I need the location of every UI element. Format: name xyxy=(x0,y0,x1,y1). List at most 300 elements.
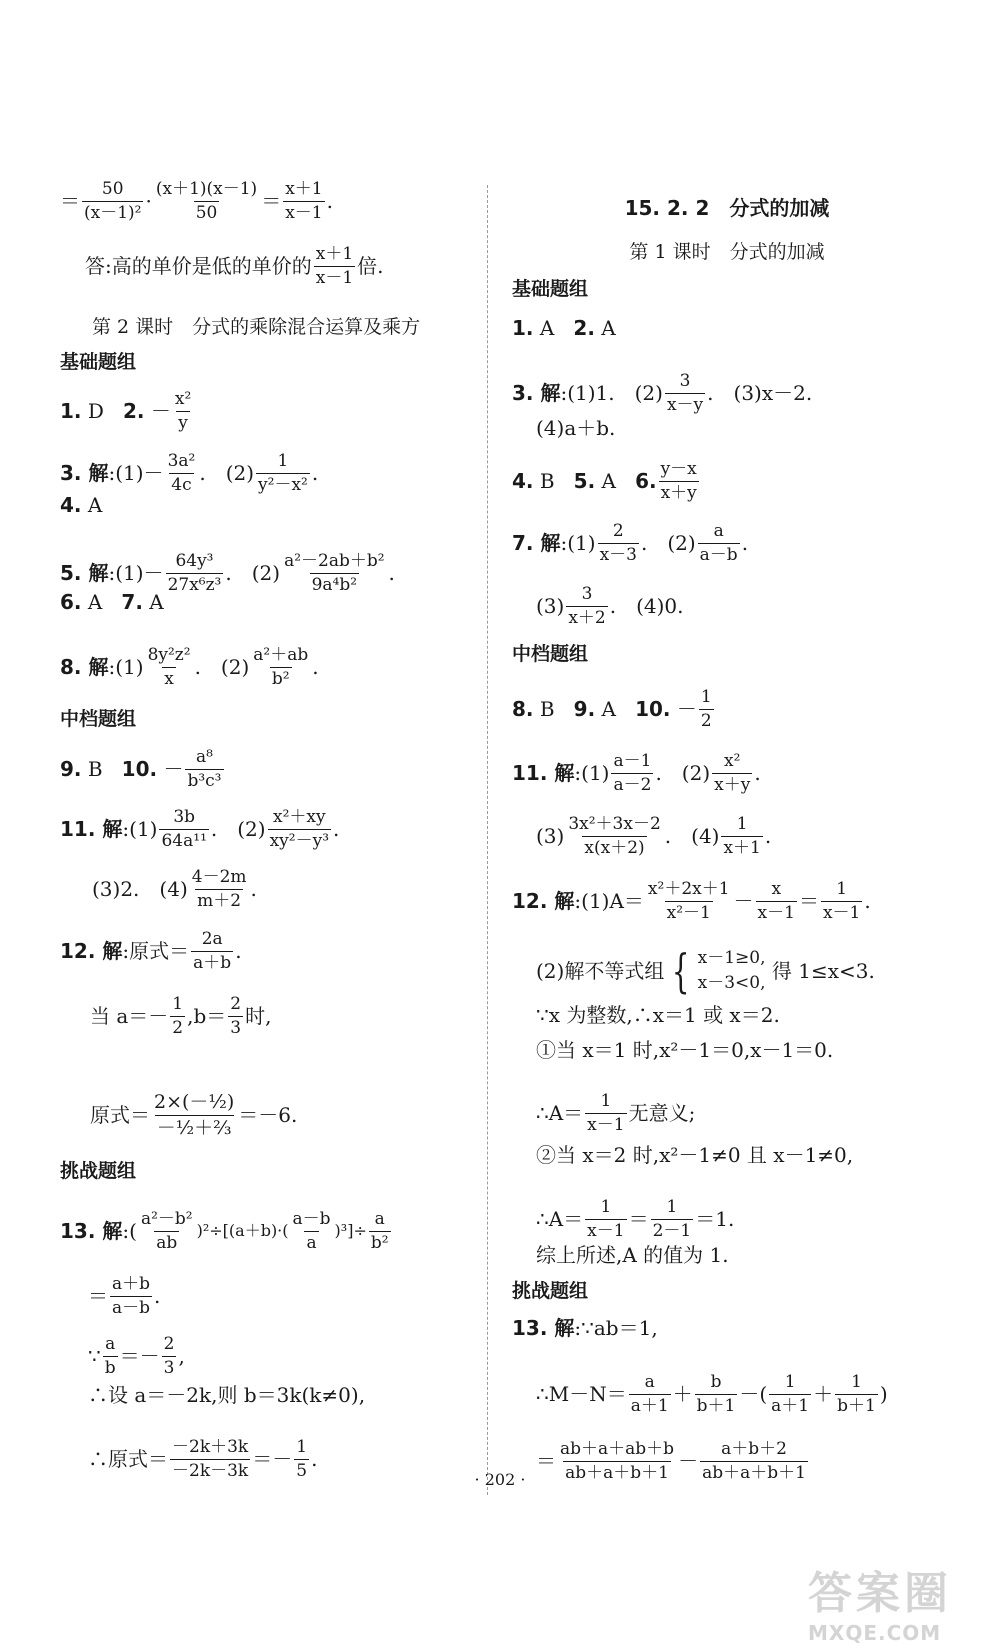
right-q8-10 xyxy=(512,688,716,730)
numerator: a－1 xyxy=(613,751,652,771)
numerator: 2 xyxy=(163,1334,175,1354)
brace-icon: { xyxy=(672,944,690,998)
denominator: ab＋a＋b＋1 xyxy=(702,1462,806,1483)
question-number: 1. xyxy=(512,316,534,340)
left-line-1 xyxy=(60,180,333,222)
text: :(1) xyxy=(574,761,610,786)
text: . xyxy=(326,189,333,214)
denominator: x－1 xyxy=(285,202,323,223)
numerator: 2 xyxy=(612,521,624,541)
numerator: a xyxy=(374,1209,385,1229)
text: :(1)1. (2) xyxy=(560,381,663,406)
fraction xyxy=(665,372,705,414)
left-q1-2 xyxy=(60,390,195,432)
numerator: x² xyxy=(724,751,741,771)
right-q7 xyxy=(512,522,748,564)
question-number: 12. 解 xyxy=(60,939,123,964)
question-number: 13. 解 xyxy=(512,1316,575,1340)
text: . xyxy=(250,877,257,902)
left-answer-line xyxy=(85,245,384,287)
text: ＝ xyxy=(628,1207,649,1232)
numerator: 1 xyxy=(600,1197,612,1217)
left-q12 xyxy=(60,930,242,972)
text: ＝ xyxy=(536,1449,556,1474)
denominator: a＋b xyxy=(193,952,232,973)
text: － xyxy=(678,1449,699,1474)
numerator: 2×(－½) xyxy=(154,1091,235,1113)
right-q12-conclusion: 综上所述,A 的值为 1. xyxy=(536,1243,729,1267)
text: · xyxy=(145,189,152,214)
answer: A xyxy=(601,697,616,722)
fraction xyxy=(835,1373,878,1415)
text: － xyxy=(733,889,754,914)
denominator: b² xyxy=(370,1232,389,1253)
text: ∴A＝ xyxy=(536,1207,584,1232)
denominator: x＋y xyxy=(714,774,751,795)
denominator: a xyxy=(306,1232,317,1253)
heading-challenge-left: 挑战题组 xyxy=(60,1160,137,1182)
denominator: a＋1 xyxy=(630,1395,669,1416)
fraction xyxy=(712,752,752,794)
question-number: 12. 解 xyxy=(512,889,575,914)
text: . (2) xyxy=(655,761,711,786)
numerator: 3x²＋3x－2 xyxy=(568,814,661,834)
numerator: 2a xyxy=(201,929,223,949)
text: . xyxy=(388,561,395,586)
fraction xyxy=(291,1210,333,1252)
left-q13-given xyxy=(88,1335,185,1377)
numerator: 1 xyxy=(736,814,748,834)
text: ＝ xyxy=(60,189,80,214)
right-q13 xyxy=(512,1318,658,1338)
lesson-1-title: 第 1 课时 分式的加减 xyxy=(629,241,825,263)
numerator: 1 xyxy=(277,451,289,471)
denominator: x－1 xyxy=(757,902,795,923)
denominator: 64a¹¹ xyxy=(161,830,207,851)
left-q6-7 xyxy=(60,592,164,612)
text: . xyxy=(311,1447,318,1472)
fraction xyxy=(721,815,762,857)
fraction xyxy=(190,868,249,910)
text: :( xyxy=(122,1219,137,1244)
fraction xyxy=(611,752,653,794)
text: ＝1. xyxy=(695,1207,735,1232)
text: :(1)A＝ xyxy=(574,889,644,914)
text: . xyxy=(235,939,242,964)
text: ＝ xyxy=(798,889,819,914)
inequality: x－1≥0, xyxy=(697,948,766,968)
fraction xyxy=(146,646,193,688)
text: :(1) xyxy=(122,817,158,842)
right-q1-2 xyxy=(512,318,616,338)
left-q5 xyxy=(60,552,395,594)
text: . (2) xyxy=(194,655,250,680)
text: . xyxy=(741,531,749,556)
question-number: 2. xyxy=(573,316,595,340)
text: , xyxy=(178,1344,185,1369)
numerator: (x＋1)(x－1) xyxy=(155,179,258,199)
left-q12-eval xyxy=(90,1092,297,1139)
text: ∴A＝ xyxy=(536,1101,584,1126)
right-q12-undefined xyxy=(536,1092,695,1134)
fraction xyxy=(566,585,607,627)
fraction xyxy=(651,1198,694,1240)
numerator: y－x xyxy=(660,459,697,479)
denominator: x＋y xyxy=(660,482,697,503)
question-number: 6. xyxy=(635,469,657,494)
denominator: 50 xyxy=(195,202,218,223)
denominator: 3 xyxy=(230,1017,242,1038)
denominator: b³c³ xyxy=(187,770,222,791)
denominator: x(x＋2) xyxy=(584,837,645,858)
left-q13-step1 xyxy=(88,1275,160,1317)
answer: A xyxy=(601,316,616,340)
numerator: a xyxy=(713,521,724,541)
numerator: x xyxy=(771,879,782,899)
question-number: 4. xyxy=(512,469,534,494)
denominator: 4c xyxy=(171,474,192,495)
text: . xyxy=(154,1284,161,1309)
watermark-line-2: MXQE.COM xyxy=(808,1621,942,1645)
denominator: x xyxy=(164,668,174,689)
right-q4-6 xyxy=(512,460,701,502)
text: . (4) xyxy=(664,824,720,849)
question-number: 13. 解 xyxy=(60,1219,123,1244)
denominator: x－1 xyxy=(587,1220,625,1241)
answer: B xyxy=(539,697,555,722)
fraction xyxy=(821,880,862,922)
numerator: 3 xyxy=(581,584,593,604)
fraction xyxy=(251,646,310,688)
text: . (3)x－2. xyxy=(707,381,813,406)
numerator: x＋1 xyxy=(285,179,323,199)
text: 倍. xyxy=(357,254,384,279)
denominator: 5 xyxy=(296,1460,308,1481)
text: :(1)－ xyxy=(108,461,164,486)
numerator: ab＋a＋ab＋b xyxy=(560,1439,675,1459)
denominator: －½＋⅔ xyxy=(156,1116,232,1139)
numerator: a²＋ab xyxy=(253,645,309,665)
fraction xyxy=(282,552,386,594)
right-q12-case1: ①当 x＝1 时,x²－1＝0,x－1＝0. xyxy=(536,1038,834,1062)
answer: A xyxy=(601,469,616,494)
right-q11-cont xyxy=(536,815,771,857)
numerator: 1 xyxy=(784,1372,796,1392)
fraction xyxy=(566,815,662,857)
text: － xyxy=(163,757,184,782)
fraction xyxy=(314,245,355,287)
text: . xyxy=(311,461,319,486)
numerator: 3a² xyxy=(167,451,196,471)
question-number: 9. xyxy=(573,697,596,722)
question-number: 7. xyxy=(121,590,143,614)
right-q11 xyxy=(512,752,761,794)
watermark-line-1: 答案圈 xyxy=(808,1568,952,1619)
text: ,b＝ xyxy=(187,1004,227,1029)
text: ＋ xyxy=(672,1382,693,1407)
right-q12-case2: ②当 x＝2 时,x²－1≠0 且 x－1≠0, xyxy=(536,1143,854,1167)
numerator: 1 xyxy=(666,1197,678,1217)
denominator: b xyxy=(104,1357,116,1378)
fraction xyxy=(699,688,714,730)
numerator: 1 xyxy=(172,994,184,1014)
numerator: 2 xyxy=(230,994,242,1014)
text: . xyxy=(754,761,761,786)
fraction xyxy=(103,1335,118,1377)
numerator: 1 xyxy=(600,1091,612,1111)
denominator: x－1 xyxy=(822,902,861,923)
denominator: x－y xyxy=(666,394,704,415)
question-number: 1. xyxy=(60,399,82,424)
answer: A xyxy=(87,590,103,614)
answer: D xyxy=(87,399,104,424)
numerator: 3b xyxy=(173,807,196,827)
text: . (2) xyxy=(640,531,696,556)
text: . (4)0. xyxy=(609,594,684,619)
numerator: a²－2ab＋b² xyxy=(284,551,385,571)
lesson-2-title: 第 2 课时 分式的乘除混合运算及乘方 xyxy=(92,316,421,338)
right-q3 xyxy=(512,372,812,414)
text: . xyxy=(764,824,772,849)
denominator: m＋2 xyxy=(197,890,242,911)
fraction xyxy=(268,808,331,850)
text: . xyxy=(312,655,319,680)
fraction xyxy=(166,552,224,594)
text: (3) xyxy=(536,824,565,849)
left-q4 xyxy=(60,495,102,515)
text: )²÷[(a＋b)·( xyxy=(196,1221,289,1241)
text: 答:高的单价是低的单价的 xyxy=(85,254,312,279)
numerator: 64y³ xyxy=(175,551,214,571)
text: ) xyxy=(879,1382,888,1407)
denominator: b² xyxy=(271,668,290,689)
denominator: y²－x² xyxy=(258,474,308,495)
numerator: 4－2m xyxy=(191,867,247,887)
fraction xyxy=(629,1373,671,1415)
text: . xyxy=(864,889,871,914)
numerator: a－b xyxy=(292,1209,331,1229)
heading-basic-right: 基础题组 xyxy=(512,278,589,300)
right-q12-system xyxy=(536,944,875,998)
fraction xyxy=(659,460,699,502)
denominator: x－1 xyxy=(587,1114,625,1135)
question-number: 2. xyxy=(123,399,145,424)
numerator: －2k＋3k xyxy=(172,1437,249,1457)
fraction xyxy=(170,995,185,1037)
question-number: 11. 解 xyxy=(60,817,123,842)
answer: A xyxy=(149,590,164,614)
text: ＝－6. xyxy=(238,1103,298,1128)
fraction xyxy=(139,1210,195,1252)
question-number: 9. xyxy=(60,757,82,782)
denominator: x－1 xyxy=(315,267,354,288)
heading-mid-left: 中档题组 xyxy=(60,708,137,730)
text: ∵ xyxy=(88,1344,101,1369)
text: :(1)－ xyxy=(108,561,164,586)
right-q3-cont: (4)a＋b. xyxy=(536,416,616,440)
numerator: a²－b² xyxy=(140,1209,193,1229)
heading-challenge-right: 挑战题组 xyxy=(512,1280,589,1302)
denominator: 27x⁶z³ xyxy=(167,574,222,595)
fraction xyxy=(695,1373,738,1415)
denominator: －2k－3k xyxy=(172,1460,249,1481)
question-number: 3. 解 xyxy=(512,381,561,406)
section-title: 15. 2. 2 分式的加减 xyxy=(624,196,830,220)
denominator: 2－1 xyxy=(652,1220,692,1241)
inequality-system xyxy=(698,950,766,992)
fraction xyxy=(585,1092,626,1134)
answer: B xyxy=(87,757,103,782)
denominator: a－2 xyxy=(613,774,652,795)
text: 原式＝ xyxy=(90,1103,150,1128)
text: :原式＝ xyxy=(122,939,190,964)
denominator: x²－1 xyxy=(666,902,711,923)
numerator: 1 xyxy=(851,1372,862,1392)
left-q11-cont xyxy=(92,868,257,910)
denominator: x－3 xyxy=(599,544,637,565)
fraction xyxy=(256,452,310,494)
denominator: (x－1)² xyxy=(84,202,142,223)
text: . xyxy=(333,817,340,842)
right-q12 xyxy=(512,880,871,922)
fraction xyxy=(166,452,198,494)
numerator: 3 xyxy=(679,371,691,391)
text: . (2) xyxy=(225,561,281,586)
numerator: a＋b xyxy=(112,1274,151,1294)
denominator: 2 xyxy=(700,710,712,731)
numerator: a⁸ xyxy=(196,747,213,767)
fraction xyxy=(191,930,233,972)
denominator: b＋1 xyxy=(696,1395,736,1416)
fraction xyxy=(598,522,639,564)
text: ＝－ xyxy=(119,1344,160,1369)
fraction xyxy=(228,995,243,1037)
right-q12-integer: ∵x 为整数,∴x＝1 或 x＝2. xyxy=(536,1003,780,1027)
text: :(1) xyxy=(560,531,596,556)
text: ＝ xyxy=(261,189,282,214)
left-q13-let: ∴设 a＝－2k,则 b＝3k(k≠0), xyxy=(88,1383,366,1407)
numerator: 50 xyxy=(101,179,124,199)
text: 时, xyxy=(245,1004,272,1029)
fraction xyxy=(110,1275,152,1317)
text: ∴M－N＝ xyxy=(536,1382,627,1407)
text: ＝ xyxy=(88,1284,108,1309)
denominator: 2 xyxy=(172,1017,184,1038)
fraction xyxy=(585,1198,626,1240)
numerator: x²＋xy xyxy=(273,807,326,827)
numerator: b xyxy=(710,1372,722,1392)
question-number: 10. xyxy=(635,697,671,722)
left-q8 xyxy=(60,646,319,688)
fraction xyxy=(756,880,797,922)
text: －( xyxy=(739,1382,768,1407)
numerator: 8y²z² xyxy=(147,645,191,665)
numerator: 1 xyxy=(836,879,848,899)
denominator: a－b xyxy=(699,544,738,565)
right-q12-value xyxy=(536,1198,734,1240)
question-number: 5. xyxy=(573,469,596,494)
text: 得 1≤x<3. xyxy=(771,959,875,983)
text: (2)解不等式组 xyxy=(536,959,665,983)
question-number: 5. 解 xyxy=(60,561,109,586)
numerator: x²＋2x＋1 xyxy=(647,879,730,899)
fraction xyxy=(369,1210,391,1252)
text: (3) xyxy=(536,594,565,619)
text: ＋ xyxy=(813,1382,834,1407)
answer: A xyxy=(87,493,103,517)
left-q9-10 xyxy=(60,748,226,790)
numerator: 1 xyxy=(700,687,712,707)
fraction xyxy=(769,1373,811,1415)
text: )³]÷ xyxy=(334,1221,367,1241)
compound-fraction xyxy=(152,1092,236,1139)
text: (3)2. (4) xyxy=(92,877,188,902)
left-q12-when xyxy=(90,995,271,1037)
question-number: 4. xyxy=(60,493,82,517)
fraction xyxy=(185,748,223,790)
text: 当 a＝－ xyxy=(90,1004,169,1029)
denominator: x＋1 xyxy=(723,837,761,858)
numerator: a＋b＋2 xyxy=(721,1439,787,1459)
fraction xyxy=(173,390,193,432)
question-number: 6. xyxy=(60,590,82,614)
denominator: ab＋a＋b＋1 xyxy=(565,1462,669,1483)
denominator: y xyxy=(178,412,188,433)
question-number: 11. 解 xyxy=(512,761,575,786)
text: :(1) xyxy=(108,655,144,680)
denominator: 3 xyxy=(163,1357,175,1378)
denominator: a－b xyxy=(112,1297,151,1318)
text: ＝－ xyxy=(252,1447,293,1472)
text: . (2) xyxy=(210,817,266,842)
denominator: xy²－y³ xyxy=(269,830,330,851)
text: ∴原式＝ xyxy=(88,1447,168,1472)
numerator: x＋1 xyxy=(315,244,354,264)
fraction xyxy=(646,880,732,922)
text: :∵ab＝1, xyxy=(574,1316,658,1340)
answer: A xyxy=(539,316,555,340)
column-divider xyxy=(487,185,488,1495)
question-number: 8. xyxy=(512,697,534,722)
right-q7-cont xyxy=(536,585,684,627)
left-q13 xyxy=(60,1210,393,1252)
denominator: a＋1 xyxy=(771,1395,810,1416)
denominator: b＋1 xyxy=(837,1395,876,1416)
fraction xyxy=(162,1335,177,1377)
numerator: a xyxy=(644,1372,655,1392)
left-q3 xyxy=(60,452,318,494)
numerator: 1 xyxy=(296,1437,308,1457)
denominator: 9a⁴b² xyxy=(311,574,358,595)
left-q11 xyxy=(60,808,339,850)
numerator: a xyxy=(105,1334,116,1354)
denominator: x＋2 xyxy=(568,607,606,628)
fraction xyxy=(159,808,208,850)
question-number: 8. 解 xyxy=(60,655,109,680)
fraction xyxy=(283,180,324,222)
inequality: x－3<0, xyxy=(697,973,766,993)
text: 无意义; xyxy=(628,1101,696,1126)
text: － xyxy=(676,697,697,722)
fraction xyxy=(698,522,740,564)
fraction xyxy=(82,180,143,222)
question-number: 3. 解 xyxy=(60,461,109,486)
page-number: · 202 · xyxy=(474,1470,526,1489)
answer: B xyxy=(539,469,555,494)
fraction xyxy=(154,180,259,222)
question-number: 7. 解 xyxy=(512,531,561,556)
heading-basic-left: 基础题组 xyxy=(60,351,137,373)
